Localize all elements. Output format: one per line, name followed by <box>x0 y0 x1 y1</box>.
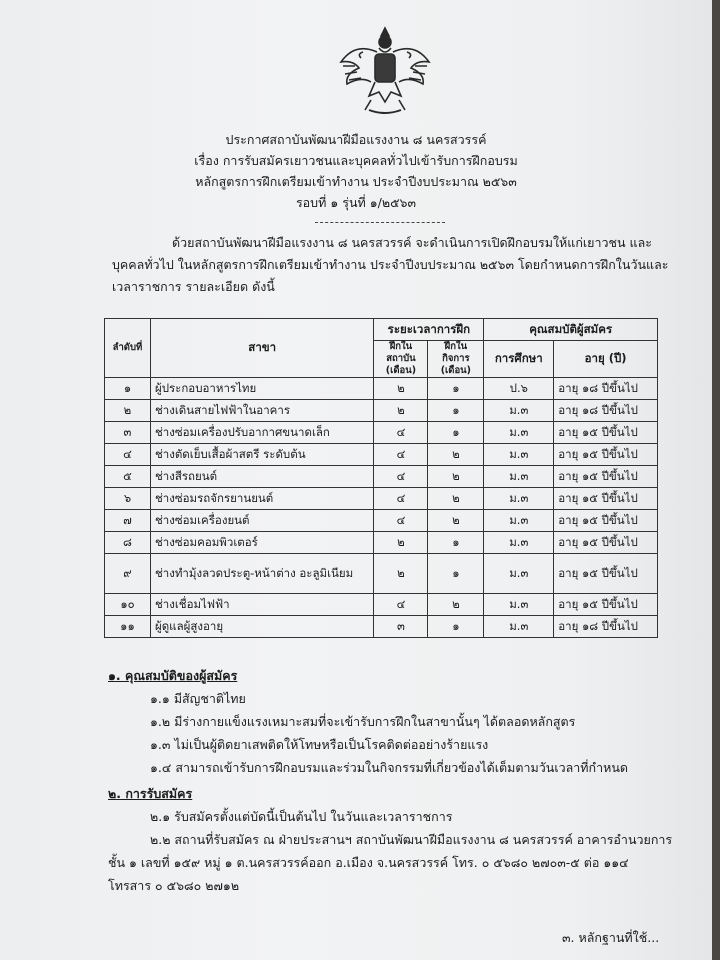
row-education: ม.๓ <box>484 554 554 594</box>
divider <box>315 222 445 223</box>
row-branch: ช่างซ่อมคอมพิวเตอร์ <box>150 532 374 554</box>
row-company-months: ๑ <box>428 400 484 422</box>
row-age: อายุ ๑๘ ปีขึ้นไป <box>554 378 658 400</box>
section-1-title: ๑. คุณสมบัติของผู้สมัคร <box>108 668 238 683</box>
section-2-item-2-cont: ชั้น ๑ เลขที่ ๑๕๙ หมู่ ๑ ต.นครสวรรค์ออก อ.เมือง จ.นครสวรรค์ โทร. ๐ ๕๖๘๐ ๒๗๐๓-๕ ต่อ ๑๑๔ <box>108 855 629 870</box>
header-age: อายุ (ปี) <box>554 341 658 378</box>
row-branch: ช่างซ่อมรถจักรยานยนต์ <box>150 488 374 510</box>
announcement-round: รอบที่ ๑ รุ่นที่ ๑/๒๕๖๓ <box>295 195 417 210</box>
table-row <box>105 532 658 554</box>
row-institute-months: ๔ <box>374 510 428 532</box>
row-education: ม.๓ <box>484 488 554 510</box>
announcement-subject: เรื่อง การรับสมัครเยาวชนและบุคคลทั่วไปเข้ารับการฝึกอบรม <box>194 153 518 168</box>
announcement-course: หลักสูตรการฝึกเตรียมเข้าทำงาน ประจำปีงบประมาณ ๒๕๖๓ <box>195 174 517 189</box>
row-institute-months: ๒ <box>374 554 428 594</box>
row-company-months: ๑ <box>428 554 484 594</box>
header-qualification: คุณสมบัติผู้สมัคร <box>484 319 658 341</box>
row-branch: ผู้ดูแลผู้สูงอายุ <box>150 616 374 638</box>
row-company-months: ๑ <box>428 378 484 400</box>
row-education: ม.๓ <box>484 400 554 422</box>
header-education: การศึกษา <box>484 341 554 378</box>
row-institute-months: ๔ <box>374 594 428 616</box>
row-age: อายุ ๑๕ ปีขึ้นไป <box>554 554 658 594</box>
row-branch: ช่างทำมุ้งลวดประตู-หน้าต่าง อะลูมิเนียม <box>150 554 374 594</box>
row-education: ป.๖ <box>484 378 554 400</box>
row-number: ๕ <box>105 466 151 488</box>
section-2-title: ๒. การรับสมัคร <box>108 786 193 801</box>
section-1-item-2: ๑.๒ มีร่างกายแข็งแรงเหมาะสมที่จะเข้ารับการฝึกในสาขานั้นๆ ได้ตลอดหลักสูตร <box>150 714 576 729</box>
row-company-months: ๑ <box>428 616 484 638</box>
row-company-months: ๑ <box>428 532 484 554</box>
row-number: ๑๑ <box>105 616 151 638</box>
table-row <box>105 616 658 638</box>
row-company-months: ๒ <box>428 488 484 510</box>
row-company-months: ๒ <box>428 444 484 466</box>
row-number: ๑๐ <box>105 594 151 616</box>
intro-line-2: บุคคลทั่วไป ในหลักสูตรการฝึกเตรียมเข้าทำงาน ประจำปีงบประมาณ ๒๕๖๓ โดยกำหนดการฝึกในวันและ <box>112 257 669 272</box>
row-institute-months: ๓ <box>374 616 428 638</box>
row-education: ม.๓ <box>484 422 554 444</box>
row-company-months: ๒ <box>428 510 484 532</box>
row-number: ๑ <box>105 378 151 400</box>
row-number: ๔ <box>105 444 151 466</box>
row-branch: ช่างตัดเย็บเสื้อผ้าสตรี ระดับต้น <box>150 444 374 466</box>
row-number: ๒ <box>105 400 151 422</box>
section-1-item-4: ๑.๔ สามารถเข้ารับการฝึกอบรมและร่วมในกิจกรรมที่เกี่ยวข้องได้เต็มตามวันเวลาที่กำหนด <box>150 760 629 775</box>
row-institute-months: ๒ <box>374 378 428 400</box>
table-row <box>105 400 658 422</box>
row-number: ๖ <box>105 488 151 510</box>
row-age: อายุ ๑๕ ปีขึ้นไป <box>554 422 658 444</box>
table-row <box>105 554 658 594</box>
section-2-item-2-fax: โทรสาร ๐ ๕๖๘๐ ๒๗๑๒ <box>108 878 240 893</box>
row-institute-months: ๔ <box>374 488 428 510</box>
row-institute-months: ๔ <box>374 422 428 444</box>
row-education: ม.๓ <box>484 616 554 638</box>
row-education: ม.๓ <box>484 444 554 466</box>
row-branch: ช่างสีรถยนต์ <box>150 466 374 488</box>
row-number: ๗ <box>105 510 151 532</box>
row-institute-months: ๒ <box>374 400 428 422</box>
row-age: อายุ ๑๕ ปีขึ้นไป <box>554 466 658 488</box>
row-age: อายุ ๑๘ ปีขึ้นไป <box>554 616 658 638</box>
course-table <box>104 318 658 638</box>
table-row <box>105 466 658 488</box>
table-row <box>105 488 658 510</box>
garuda-emblem-icon <box>335 22 435 117</box>
row-branch: ผู้ประกอบอาหารไทย <box>150 378 374 400</box>
header-branch: สาขา <box>150 319 374 378</box>
row-education: ม.๓ <box>484 510 554 532</box>
table-row <box>105 444 658 466</box>
announcement-title: ประกาศสถาบันพัฒนาฝีมือแรงงาน ๘ นครสวรรค์ <box>225 132 487 147</box>
row-age: อายุ ๑๕ ปีขึ้นไป <box>554 532 658 554</box>
header-no: ลำดับที่ <box>105 319 151 378</box>
row-age: อายุ ๑๕ ปีขึ้นไป <box>554 510 658 532</box>
row-education: ม.๓ <box>484 594 554 616</box>
row-institute-months: ๒ <box>374 532 428 554</box>
row-branch: ช่างเชื่อมไฟฟ้า <box>150 594 374 616</box>
section-2-item-2: ๒.๒ สถานที่รับสมัคร ณ ฝ่ายประสานฯ สถาบันพัฒนาฝีมือแรงงาน ๘ นครสวรรค์ อาคารอำนวยการ <box>150 832 673 847</box>
intro-line-3: เวลาราชการ รายละเอียด ดังนี้ <box>112 279 275 294</box>
row-branch: ช่างเดินสายไฟฟ้าในอาคาร <box>150 400 374 422</box>
page-edge-shadow <box>712 0 720 960</box>
row-institute-months: ๔ <box>374 444 428 466</box>
table-row <box>105 510 658 532</box>
row-branch: ช่างซ่อมเครื่องปรับอากาศขนาดเล็ก <box>150 422 374 444</box>
table-row <box>105 594 658 616</box>
section-2-item-1: ๒.๑ รับสมัครตั้งแต่บัดนี้เป็นต้นไป ในวันและเวลาราชการ <box>150 809 453 824</box>
intro-line-1: ด้วยสถาบันพัฒนาฝีมือแรงงาน ๘ นครสวรรค์ จะดำเนินการเปิดฝึกอบรมให้แก่เยาวชน และ <box>172 235 652 250</box>
table-row <box>105 422 658 444</box>
row-institute-months: ๔ <box>374 466 428 488</box>
row-age: อายุ ๑๕ ปีขึ้นไป <box>554 444 658 466</box>
row-branch: ช่างซ่อมเครื่องยนต์ <box>150 510 374 532</box>
row-age: อายุ ๑๕ ปีขึ้นไป <box>554 594 658 616</box>
row-number: ๘ <box>105 532 151 554</box>
row-education: ม.๓ <box>484 466 554 488</box>
header-institute-months: ฝึกในสถาบัน (เดือน) <box>374 341 428 378</box>
header-company-months: ฝึกในกิจการ (เดือน) <box>428 341 484 378</box>
section-1-item-3: ๑.๓ ไม่เป็นผู้ติดยาเสพติดให้โทษหรือเป็นโรคติดต่ออย่างร้ายแรง <box>150 737 489 752</box>
table-row <box>105 378 658 400</box>
row-age: อายุ ๑๘ ปีขึ้นไป <box>554 400 658 422</box>
section-1-item-1: ๑.๑ มีสัญชาติไทย <box>150 691 246 706</box>
row-number: ๓ <box>105 422 151 444</box>
header-period: ระยะเวลาการฝึก <box>374 319 484 341</box>
row-company-months: ๒ <box>428 466 484 488</box>
row-age: อายุ ๑๕ ปีขึ้นไป <box>554 488 658 510</box>
row-company-months: ๑ <box>428 422 484 444</box>
row-education: ม.๓ <box>484 532 554 554</box>
continued-note: ๓. หลักฐานที่ใช้... <box>562 930 660 945</box>
row-number: ๙ <box>105 554 151 594</box>
row-company-months: ๒ <box>428 594 484 616</box>
